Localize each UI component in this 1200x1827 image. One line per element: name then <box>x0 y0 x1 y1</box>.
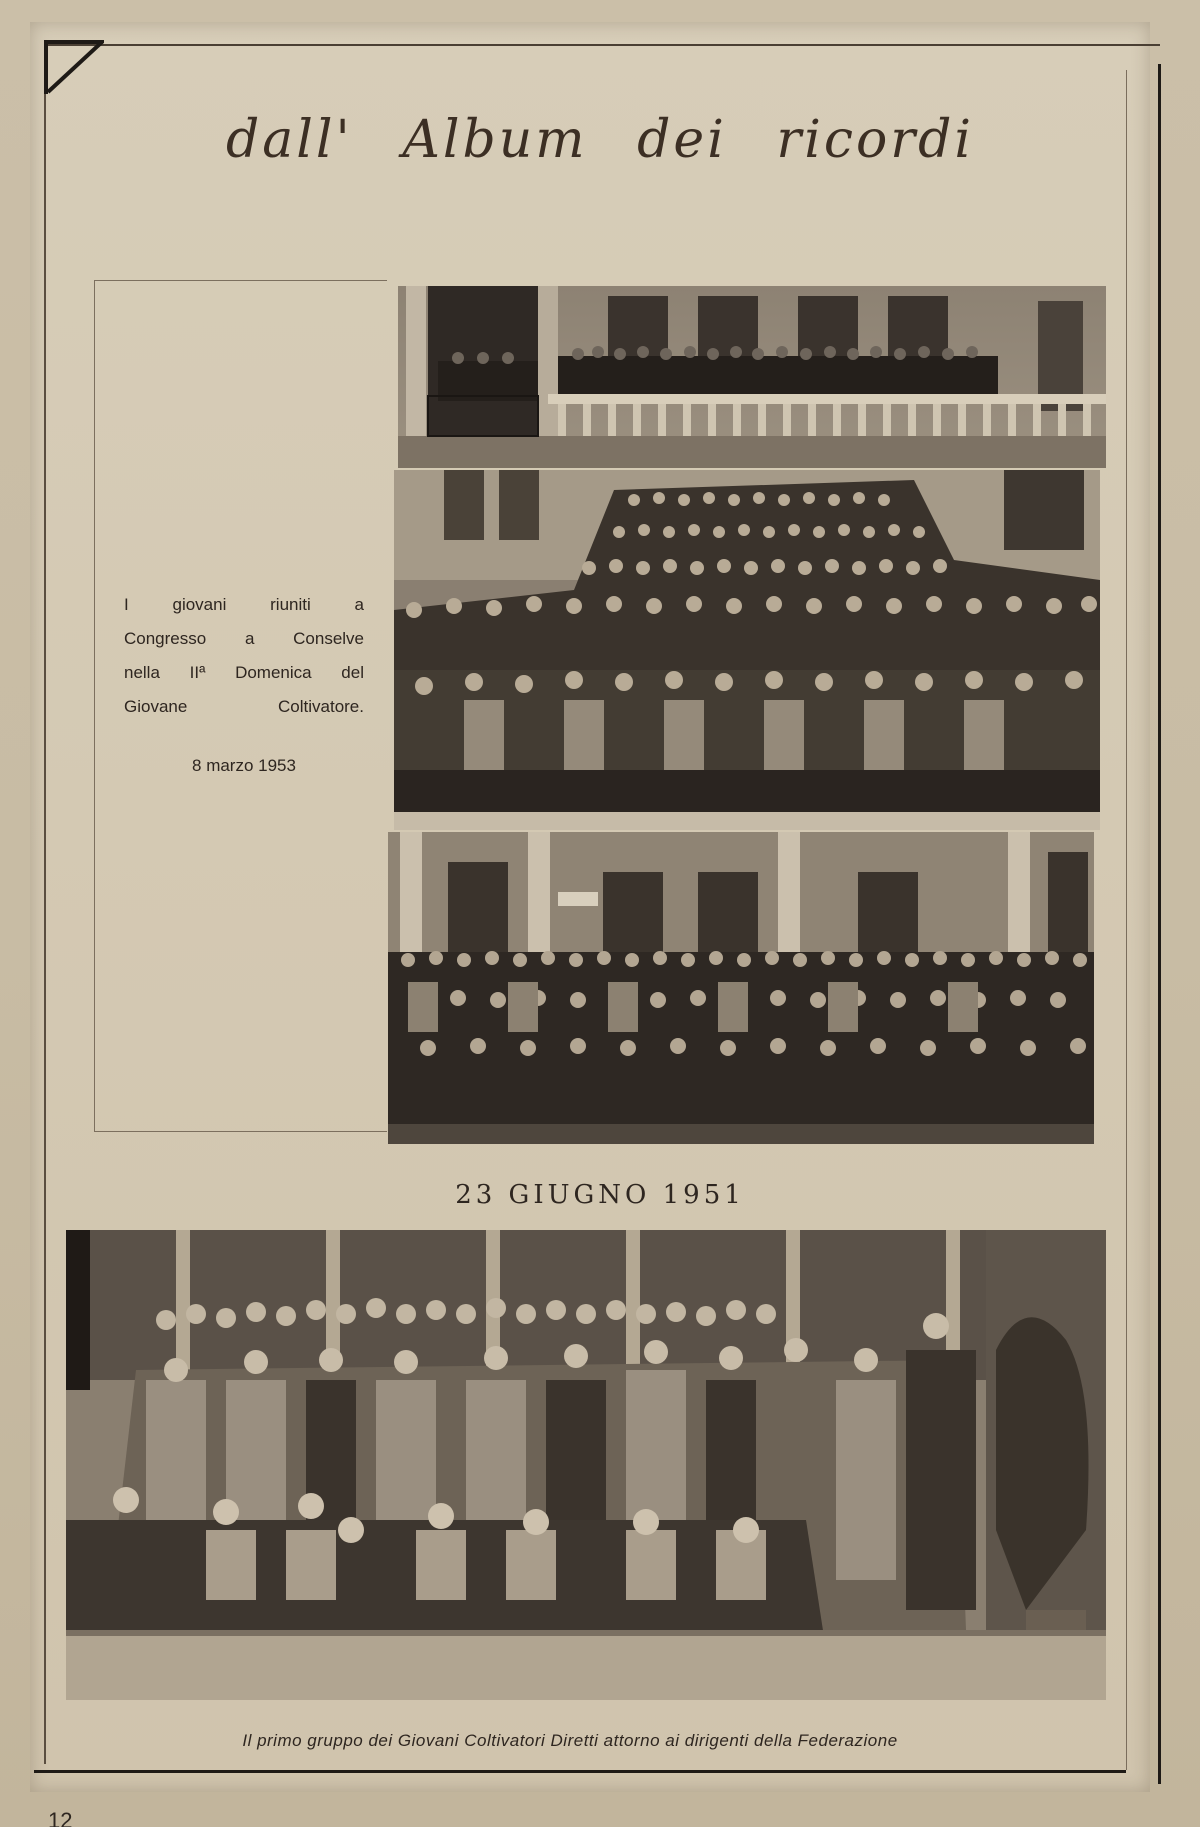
photo-balcony <box>398 286 1106 468</box>
date-heading: 23 GIUGNO 1951 <box>455 1180 745 1210</box>
frame-bottom-rule <box>34 1770 1126 1773</box>
photo-crowd-1953-second <box>388 832 1094 1144</box>
photo-group-1951-image <box>66 1230 1106 1700</box>
photo-group-1951 <box>66 1230 1106 1700</box>
caption-line: Giovane Coltivatore. <box>124 697 364 716</box>
photo-balcony-image <box>398 286 1106 468</box>
frame-right-rule <box>1158 64 1161 1784</box>
photo-caption <box>124 588 364 724</box>
corner-mark-icon <box>44 40 104 96</box>
frame-left-rule <box>44 44 46 1764</box>
photo-crowd-1953-image <box>394 470 1100 830</box>
frame-inner-right-rule <box>1126 70 1127 1770</box>
frame-top-rule <box>44 44 1160 46</box>
page-number: 12 <box>48 1808 73 1827</box>
caption-line: Congresso a Conselve <box>124 629 364 648</box>
page-title: dall' Album dei ricordi <box>225 110 975 170</box>
caption-line: I giovani riuniti a <box>124 595 364 614</box>
photo-crowd-1953-second-image <box>388 832 1094 1144</box>
photo-crowd-1953 <box>394 470 1100 830</box>
caption-date: 8 marzo 1953 <box>192 756 296 775</box>
bottom-caption: Il primo gruppo dei Giovani Coltivatori Diretti attorno ai dirigenti della Federazione <box>242 1731 898 1750</box>
caption-line: nella IIª Domenica del <box>124 663 364 682</box>
